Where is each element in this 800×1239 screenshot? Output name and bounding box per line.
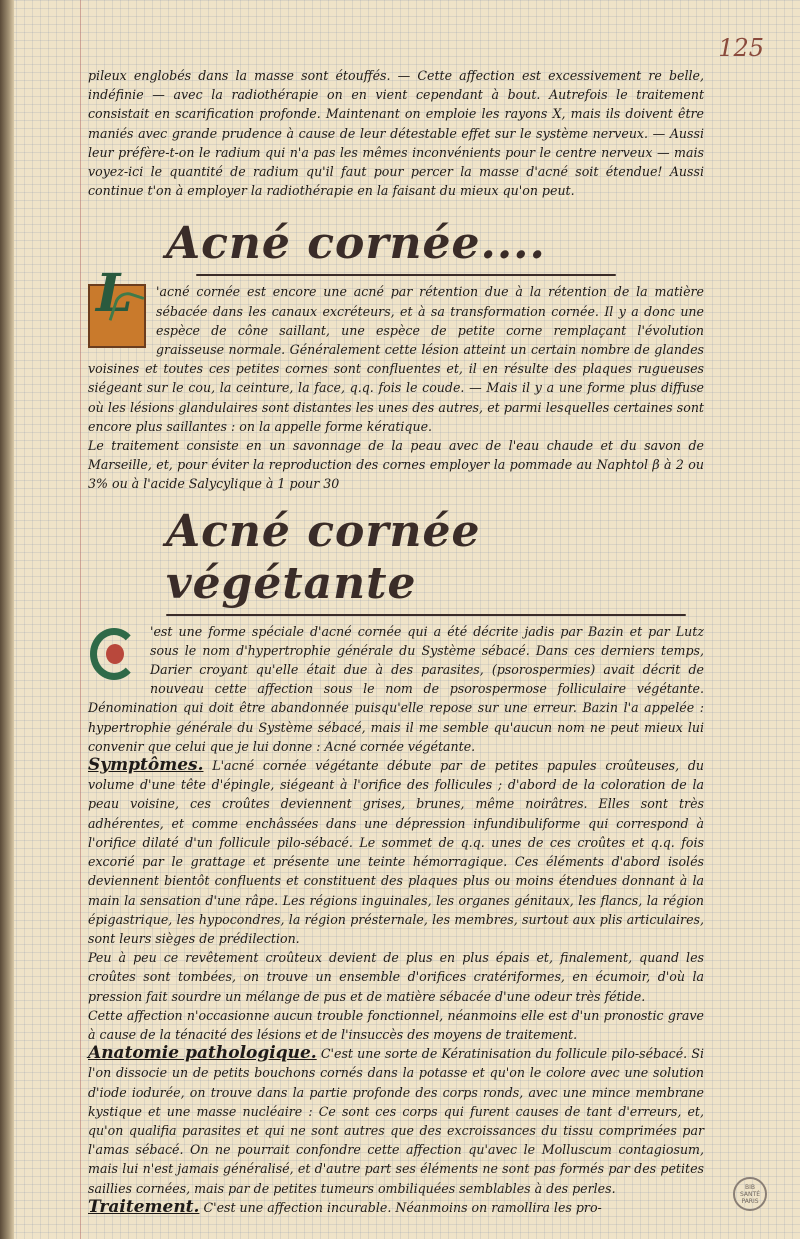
library-stamp-icon — [733, 1177, 767, 1211]
page-number: 125 — [718, 34, 764, 62]
illuminated-initial-icon — [88, 624, 140, 684]
anatomy-heading: Anatomie pathologique. — [88, 1043, 317, 1064]
anatomy-paragraph — [88, 1044, 704, 1198]
stamp-line: BIB — [744, 1183, 755, 1191]
treatment-paragraph — [88, 1198, 704, 1217]
symptoms-paragraph-1 — [88, 756, 704, 948]
margin-line — [80, 0, 81, 1239]
anatomy-text: C'est une sorte de Kératinisation du follicule pilo-sébacé. Si l'on dissocie un de petits bouchons cornés dans la potasse et qu'on le colore avec une solution d'iode iodurée, on trouve dans la partie profonde des corps ronds, avec une mince membrane kystique et une masse nucléaire : Ce sont ces corps qui furent causes de tant d'erreurs, et, qu'on qualifia parasites et qui ne sont autres que des excroissances du tissu comprimées par l'amas sébacé. On ne pourrait confondre cette affection qu'avec le Molluscum contagiosum, mais lui n'est jamais généralisé, et d'autre part ses éléments ne sont pas formés par des petites saillies cornées, mais par de petites tumeurs ombiliquées semblables à des perles. — [88, 1046, 704, 1196]
stamp-line: SANTÉ — [740, 1190, 760, 1198]
page-content — [88, 66, 704, 1217]
section-title-acne-cornee-vegetante: Acné cornée végétante — [166, 505, 481, 609]
section1-paragraph-2: Le traitement consiste en un savonnage de la peau avec de l'eau chaude et du savon de Marseille, et, pour éviter la reproduction des cornes employer la pommade au Naphtol β à 2 ou 3% ou à l'acide Salycylique à 1 pour 30 — [88, 438, 704, 492]
symptoms-paragraph-3: Cette affection n'occasionne aucun trouble fonctionnel, néanmoins elle est d'un pronostic grave à cause de la ténacité des lésions et de l'insuccès des moyens de traitement. — [88, 1007, 704, 1042]
dropcap-letter: L — [96, 263, 133, 325]
illuminated-initial-icon — [88, 263, 146, 348]
symptoms-heading: Symptômes. — [88, 755, 204, 776]
section1-paragraph-1: 'acné cornée est encore une acné par rétention due à la rétention de la matière sébacée dans les canaux excréteurs, et à sa transformation cornée. Il y a donc une espèce de cône saillant, une espèce de petite corne remplaçant l'évolution graisseuse normale. Généralement cette lésion atteint un certain nombre de glandes voisines et toutes ces petites cornes sont confluentes et, il en résulte des plaques rugueuses siégeant sur le cou, la ceinture, la face, q.q. fois le coude. — Mais il y a une forme plus diffuse où les lésions glandulaires sont distantes les unes des autres, et parmi lesquelles certaines sont encore plus saillantes : on la appelle forme kératique. — [88, 284, 704, 434]
dropcap-core — [106, 644, 124, 664]
title-underline — [196, 274, 616, 276]
stamp-line: PARIS — [741, 1197, 759, 1205]
section2-paragraph-1: 'est une forme spéciale d'acné cornée qui a été décrite jadis par Bazin et par Lutz sous le nom d'hypertrophie générale du Système sébacé. Dans ces derniers temps, Darier croyant qu'elle était due à des parasites, (psorospermies) avait décrit de nouveau cette affection sous le nom de psorospermose folliculaire végétante. Dénomination qui doit être abandonnée puisqu'elle repose sur une erreur. Bazin l'a appelée : hypertrophie générale du Système sébacé, mais il me semble qu'aucun nom ne peut mieux lui convenir que celui que je lui donne : Acné cornée végétante. — [88, 623, 704, 754]
intro-paragraph: pileux englobés dans la masse sont étouffés. — Cette affection est excessivement re belle, indéfinie — avec la radiothérapie on en vient cependant à bout. Autrefois le traitement consistait en scarification profonde. Maintenant on emploie les rayons X, mais ils doivent être maniés avec grande prudence à cause de leur détestable effet sur le système nerveux. — Aussi leur préfère-t-on le radium qui n'a pas les mêmes inconvénients pour le centre nerveux — mais voyez-ici le quantité de radium qu'il faut pour percer la masse d'acné soit étendue! Aussi continue t'on à employer la radiothérapie en la faisant du mieux qu'on peut. — [88, 68, 704, 199]
page-binding — [0, 0, 14, 1239]
treatment-text: C'est une affection incurable. Néanmoins on ramollira les pro- — [203, 1199, 602, 1215]
title-underline — [166, 614, 686, 616]
symptoms-paragraph-2: Peu à peu ce revêtement croûteux devient de plus en plus épais et, finalement, quand les croûtes sont tombées, on trouve un ensemble d'orifices cratériformes, en écumoir, d'où la pression fait sourdre un mélange de pus et de matière sébacée d'une odeur très fétide. — [88, 950, 704, 1004]
section-title-acne-cornee: Acné cornée.... — [166, 218, 546, 270]
symptoms-text: L'acné cornée végétante débute par de petites papules croûteuses, du volume d'une tête d'épingle, siégeant à l'orifice des follicules ; d'abord de la coloration de la peau voisine, ces croûtes deviennent grises, brunes, même noirâtres. Elles sont très adhérentes, et comme enchâssées dans une dépression infundibuliforme qui correspond à l'orifice dilaté d'un follicule pilo-sébacé. Le sommet de q.q. unes de ces croûtes et q.q. fois excorié par le grattage et présente une teinte hémorragique. Ces éléments d'abord isolés deviennent bientôt confluents et constituent des plaques plus ou moins étendues donnant à la main la sensation d'une râpe. Les régions inguinales, les organes génitaux, les flancs, la région épigastrique, les hypocondres, la région présternale, les membres, surtout aux plis articulaires, sont leurs sièges de prédilection. — [88, 758, 704, 946]
treatment-heading: Traitement. — [88, 1196, 200, 1217]
